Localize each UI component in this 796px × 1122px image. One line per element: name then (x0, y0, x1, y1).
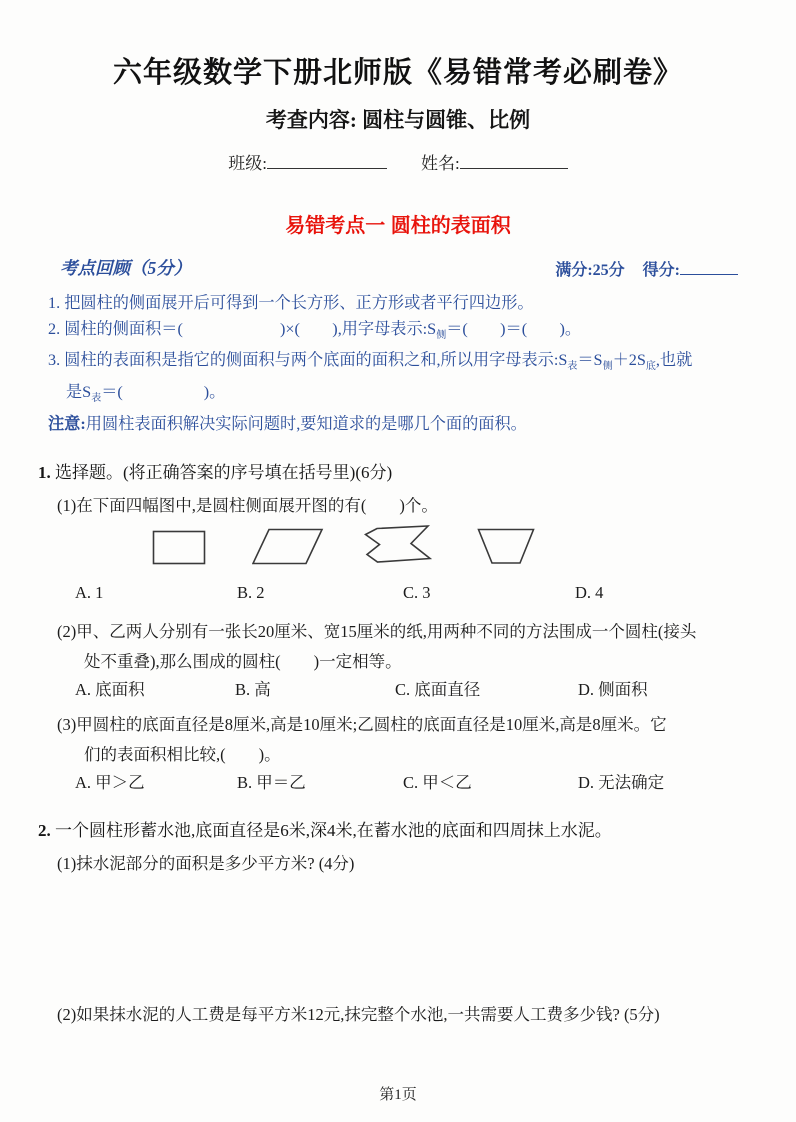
option-a: A. 1 (75, 583, 104, 603)
review-item-3-continued (48, 380, 756, 412)
parallelogram-shape (252, 528, 324, 565)
review-list (48, 291, 756, 437)
question-1-2-line1: (2)甲、乙两人分别有一张长20厘米、宽15厘米的纸,用两种不同的方法围成一个圆柱(接头 (57, 622, 697, 642)
name-label: 姓名: (421, 154, 460, 173)
subscript-di: 底 (645, 361, 656, 373)
note-text: 用圆柱表面积解决实际问题时,要知道求的是哪几个面的面积。 (85, 414, 527, 433)
option-d: D. 4 (575, 583, 604, 603)
option-d: D. 侧面积 (578, 680, 648, 700)
option-a: A. 甲＞乙 (75, 773, 145, 793)
review-item-2-tail: ＝( )＝( )。 (446, 319, 582, 338)
question-1-3-line2: 们的表面积相比较,( )。 (84, 745, 281, 765)
question-2-2: (2)如果抹水泥的人工费是每平方米12元,抹完整个水池,一共需要人工费多少钱? (5分) (57, 1005, 660, 1025)
question-1-text: 选择题。(将正确答案的序号填在括号里)(6分) (55, 463, 393, 483)
option-b: B. 2 (237, 583, 265, 603)
question-1-2-options (0, 676, 796, 702)
review-item-2 (48, 317, 756, 349)
question-2-text: 一个圆柱形蓄水池,底面直径是6米,深4米,在蓄水池的底面和四周抹上水泥。 (55, 821, 612, 841)
option-b: B. 高 (235, 680, 271, 700)
subscript-ce: 侧 (436, 329, 447, 341)
review-item-1: 1. 把圆柱的侧面展开后可得到一个长方形、正方形或者平行四边形。 (48, 294, 534, 312)
question-1-3-line1: (3)甲圆柱的底面直径是8厘米,高是10厘米;乙圆柱的底面直径是10厘米,高是8厘米。它 (57, 715, 667, 735)
question-2-stem (38, 816, 756, 841)
option-c: C. 甲＜乙 (403, 773, 472, 793)
question-2-1: (1)抹水泥部分的面积是多少平方米? (4分) (57, 854, 355, 874)
shape-choices-row (0, 521, 796, 579)
formula-part: 是S (66, 382, 92, 401)
page-title: 六年级数学下册北师版《易错常考必刷卷》 (112, 57, 683, 89)
option-c: C. 底面直径 (395, 680, 481, 700)
subscript-ce: 侧 (602, 361, 613, 373)
exam-scope-subtitle: 考查内容: 圆柱与圆锥、比例 (265, 108, 531, 132)
formula-part: ＝S (577, 351, 603, 370)
review-item-3 (48, 348, 756, 380)
class-blank (267, 152, 387, 169)
page-number: 第1页 (379, 1087, 417, 1103)
subscript-biao: 表 (567, 361, 578, 373)
formula-part: ＋2S (612, 351, 646, 370)
note-label: 注意: (48, 414, 86, 433)
formula-part: ＝( )。 (101, 382, 226, 401)
option-a: A. 底面积 (75, 680, 145, 700)
question-1-1: (1)在下面四幅图中,是圆柱侧面展开图的有( )个。 (57, 496, 438, 516)
review-header (0, 255, 796, 280)
question-1-number: 1. (38, 463, 51, 483)
question-2-number: 2. (38, 821, 51, 841)
question-1-1-options (0, 583, 796, 609)
question-1-2-line2: 处不重叠),那么围成的圆柱( )一定相等。 (84, 652, 402, 672)
option-c: C. 3 (403, 583, 431, 603)
review-item-3-text: 3. 圆柱的表面积是指它的侧面积与两个底面的面积之和,所以用字母表示:S (48, 351, 568, 370)
score-blank (680, 259, 738, 275)
question-1-3-options (0, 769, 796, 795)
student-info-line (0, 149, 796, 174)
subscript-biao: 表 (91, 393, 102, 405)
question-1-stem (38, 458, 756, 483)
rectangle-shape (152, 530, 206, 565)
option-b: B. 甲＝乙 (237, 773, 306, 793)
ribbon-banner-shape (364, 524, 432, 565)
name-blank (460, 152, 568, 169)
full-score-label: 满分:25分 (555, 262, 625, 279)
score-line (555, 257, 738, 280)
answer-space (0, 874, 796, 992)
class-label: 班级: (228, 154, 267, 173)
trapezoid-shape (477, 528, 535, 565)
score-label: 得分: (642, 262, 680, 279)
review-item-2-text: 2. 圆柱的侧面积＝( )×( ),用字母表示:S (48, 319, 437, 338)
section-heading: 易错考点一 圆柱的表面积 (285, 215, 511, 237)
review-note (48, 412, 756, 438)
option-d: D. 无法确定 (578, 773, 665, 793)
review-title: 考点回顾（5分） (60, 258, 192, 278)
review-item-3-tail: ,也就 (655, 351, 693, 370)
